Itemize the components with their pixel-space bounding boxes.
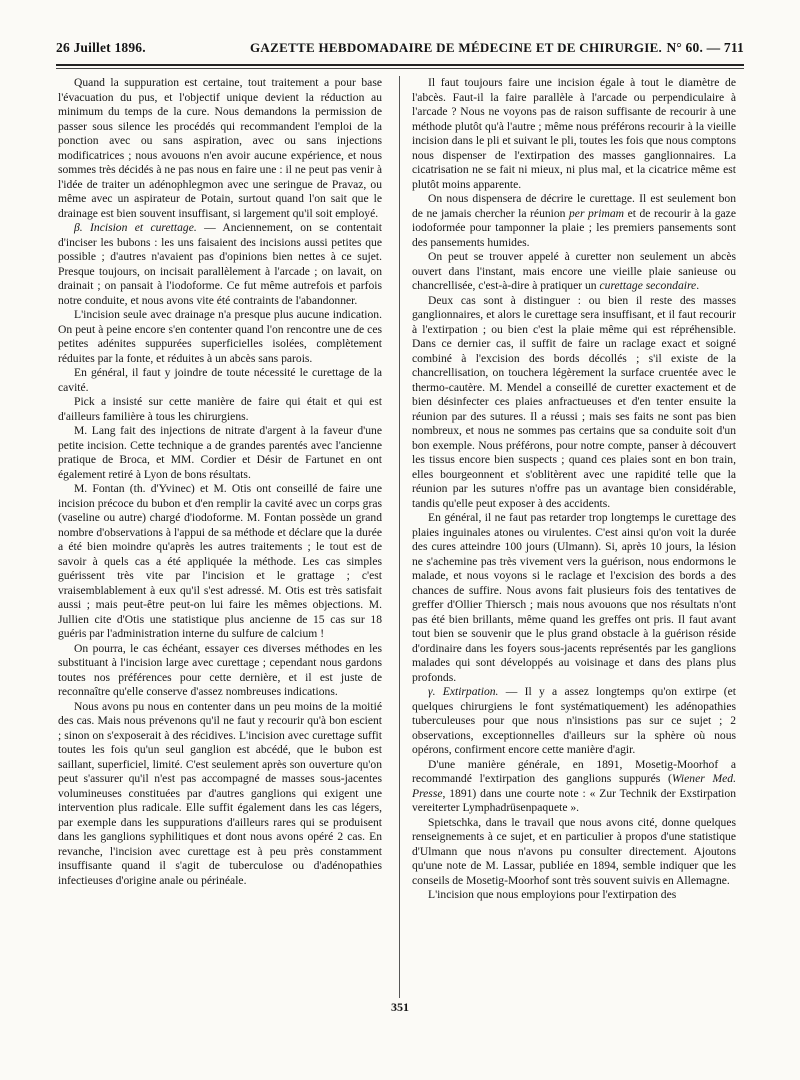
right-column	[412, 76, 736, 903]
journal-title: GAZETTE HEBDOMADAIRE DE MÉDECINE ET DE CHIRURGIE.	[250, 40, 663, 55]
paragraph: On pourra, le cas échéant, essayer ces diverses méthodes en les substituant à l'incision large avec curettage ; cependant nous gardons toutes nos préférences pour cette dernière, et il est juste de reconnaître qu'elle conserve d'assez nombreuses indications.	[58, 641, 382, 698]
column-divider	[399, 76, 400, 998]
paragraph: L'incision que nous employions pour l'extirpation des	[428, 888, 677, 901]
paragraph-text: On peut se trouver appelé à curetter non seulement un abcès ouvert dans l'instant, mais encore une vieille plaie sanieuse ou chancrellisée, c'est-à-dire à pratiquer un	[412, 250, 736, 292]
paragraph	[412, 758, 736, 816]
emphasis-term: curettage secondaire	[599, 279, 697, 292]
paragraph: En général, il ne faut pas retarder trop longtemps le curettage des plaies inguinales atones ou virulentes. C'est ainsi qu'on voit la durée des cures atteindre 100 jours (Ulmann). Si, après 10 jours, la lésion ne s'achemine pas très vivement vers la guérison, nous endormons le malade, et nous voyons si le raclage et l'excision des bords a des chances de suffire. Nous avons fait plusieurs fois des tentatives de greffer d'Ollier Thiersch ; mais nous avouons que nos résultats n'ont pas été bien brillants, même quand les greffes ont pris. Il faut avant tout bien se souvenir que le plus grand obstacle à la guérison réside d'ordinaire dans les foyers sous-jacents représentés par les ganglions malades qui sont développés au voisinage et dans des plans plus profonds.	[412, 511, 736, 684]
left-column	[58, 76, 382, 888]
paragraph-text: — Il y a assez longtemps qu'on extirpe (et quelques chirurgiens le font systématiquement) les adénopathies tuberculeuses pour que nous n'insistions pas sur ce sujet ; 2 observations, exceptionnelles d'ailleurs sur la sphère où nous opérons, confirment encore cette manière d'agir.	[412, 685, 736, 756]
paragraph: Quand la suppuration est certaine, tout traitement a pour base l'évacuation du pus, et l'objectif unique devient la réduction au minimum du temps de la cure. Nous demandons la permission de passer sous silence les procédés qui recommandent l'emploi de la ponction avec ou sans aspiration, avec ou sans injections modificatrices ; nous avouons n'en avoir aucune expérience, et nous sommes très décidés à ne pas nous en faire une : il ne peut pas venir à l'idée de traiter un adénophlegmon avec une seringue de Pravaz, ou même avec un aspirateur de Potain, surtout quand l'on sait que le drainage est bien souvent insuffisant, si largement qu'il soit employé.	[58, 76, 382, 220]
citation-title: Wiener Med. Presse	[412, 772, 736, 800]
paragraph	[412, 250, 736, 294]
paragraph: En général, il faut y joindre de toute nécessité le curettage de la cavité.	[58, 366, 382, 394]
paragraph: Deux cas sont à distinguer : ou bien il reste des masses ganglionnaires, et alors le curettage sera insuffisant, et il faut recourir à l'extirpation ; ou bien c'est la plaie même qui est répréhensible. Dans ce dernier cas, il suffit de faire un raclage exact et soigné combiné à l'excision des bords décollés ; s'il existe de la chancrellisation, on touchera légèrement la surface cruentée avec le thermo-cautère. M. Mendel a conseillé de curetter exactement et de bien désinfecter ces plaies anfractueuses et d'en tenter ensuite la réunion par des sutures. Il a réussi ; mais ses faits ne sont pas bien nombreux, et nous ne sommes pas certains que sa conduite soit d'un bon exemple. Nous préférons, pour notre compte, panser à découvert les tissus encore bien suspects ; quand ces plaies sont en bon train, elles bourgeonnent et s'oblitèrent avec une rapidité telle que la réunion par les sutures n'offre pas un avantage bien considérable, tandis qu'elle peut exposer à des accidents.	[412, 293, 736, 510]
header-rule-thick	[56, 64, 744, 66]
issue-number: N° 60. — 711	[666, 40, 744, 55]
paragraph-text: .	[696, 279, 700, 292]
paragraph: Pick a insisté sur cette manière de faire qui était et qui est d'ailleurs familière à tous les chirurgiens.	[58, 395, 382, 423]
paragraph-text: On nous dispensera de décrire le curettage. Il est seulement bon de ne jamais chercher la réunion	[412, 192, 736, 220]
paragraph: L'incision seule avec drainage n'a presque plus aucune indication. On peut à peine encore s'en contenter quand l'on rencontre une de ces petites adénites suppurées superficielles isolées, complètement réduites par la fonte, et réduites à un abcès sans parois.	[58, 308, 382, 365]
paragraph	[412, 192, 736, 250]
running-header	[56, 40, 744, 62]
paragraph	[58, 221, 382, 308]
paragraph-text: et de recourir à la gaze iodoformée pour tamponner la plaie ; les premiers pansements sont des pansements humides.	[412, 206, 736, 249]
paragraph-text: D'une manière générale, en 1891, Mosetig-Moorhof a recommandé l'extirpation des ganglions suppurés (	[412, 757, 736, 785]
paragraph: Spietschka, dans le travail que nous avons cité, donne quelques renseignements à ce sujet, et en particulier à propos d'une statistique d'Ulmann que nous n'avons pu consulter directement. Ajoutons qu'une note de M. Lassar, publiée en 1894, semble indiquer que les conseils de Mosetig-Moorhof sont très souvent suivis en Allemagne.	[412, 815, 736, 887]
header-rule-thin	[56, 68, 744, 69]
page-number: 351	[391, 1000, 409, 1014]
section-heading: β. Incision et curettage.	[74, 221, 197, 234]
paragraph: M. Lang fait des injections de nitrate d'argent à la faveur d'une petite incision. Cette technique a de grandes parentés avec l'ancienne pratique de Broca, et MM. Cordier et Désir de Fartunet en ont également retiré à Lyon de bons résultats.	[58, 424, 382, 481]
paragraph: Il faut toujours faire une incision égale à tout le diamètre de l'abcès. Faut-il la faire parallèle à l'arcade ou perpendiculaire à l'arcade ? Nous ne voyons pas de raison suffisante de recourir à une méthode plutôt qu'à l'autre ; même nous préférons recourir à la vieille incision dans le pli et suivant le pli, toutes les fois que nous comptons nous dispenser de l'extirpation des masses ganglionnaires. La cicatrisation ne se fait ni mieux, ni plus mal, et la cicatrice même est plutôt moins apparente.	[412, 76, 736, 191]
paragraph: M. Fontan (th. d'Yvinec) et M. Otis ont conseillé de faire une incision précoce du bubon et d'en remplir la cavité avec un corps gras (vaseline ou autre) chargé d'iodoforme. M. Fontan possède un grand nombre d'observations à l'appui de sa méthode et déclare que la durée a été bien moindre qu'après les autres traitements ; le tout est de savoir à quels cas a été appliquée la méthode. Les cas simples guérissent très vite par l'incision et le grattage ; c'est vraisemblablement à eux qu'il s'est adressé. M. Otis est très satisfait aussi ; mais peut-être peut-on lui faire les mêmes objections. M. Jullien cite d'Otis une statistique plus ancienne de 15 cas sur 18 guéris par l'administration interne du sulfure de calcium !	[58, 482, 382, 640]
issue-date: 26 Juillet 1896.	[56, 40, 146, 55]
paragraph-text: , 1891) dans une courte note : « Zur Technik der Exstirpation vereiterter Lymphadrüsenpaquete ».	[412, 786, 736, 814]
section-heading: γ. Extirpation.	[428, 685, 499, 698]
paragraph: Nous avons pu nous en contenter dans un peu moins de la moitié des cas. Mais nous prévenons qu'il ne faut y recourir qu'à bon escient ; sinon on s'exposerait à des récidives. L'incision avec curettage suffit toutes les fois qu'un seul ganglion est abcédé, que le bubon est saillant, superficiel, limité. C'est seulement après son ouverture qu'on peut s'assurer qu'il n'est pas accompagné de masses sous-jacentes volumineuses constituées par d'autres ganglions qui exigent une intervention plus radicale. Elle suffit également dans les cas légers, par exemple dans les suppurations d'ailleurs rares qui se produisent dans les ganglions syphilitiques et dont nous avons opéré 2 cas. En revanche, l'incision avec curettage est à peu près constamment insuffisante quand il s'agit de tuberculose ou d'adénopathies infectieuses d'origine anale ou périnéale.	[58, 699, 382, 887]
paragraph-text: — Anciennement, on se contentait d'inciser les bubons : les uns faisaient des incisions aussi petites que possible ; d'autres n'avaient pas d'opinions bien nettes à ce sujet. Presque toujours, on incisait parallèlement à l'arcade ; on lavait, on drainait ; on pansait à l'iodoforme. Ce fut même autrefois et parfois notre conduite, et nous avons vite été contraints de l'abandonner.	[58, 221, 382, 307]
latin-term: per primam	[569, 206, 625, 220]
paragraph	[412, 685, 736, 758]
